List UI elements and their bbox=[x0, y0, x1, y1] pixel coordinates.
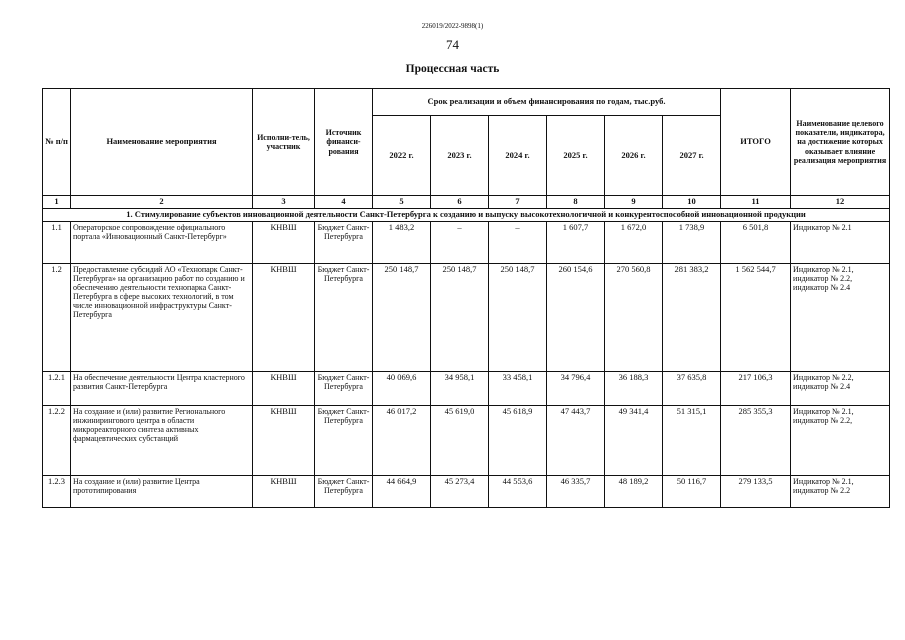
document-id: 226019/2022-9898(1) bbox=[421, 22, 484, 30]
row-name: Предоставление субсидий АО «Технопарк Санкт-Петербурга» на организацию работ по созданию и обеспечению деятельности технопарка Санкт-Петербурга в сфере высоких технологий, в том числе инновационной инфраструктуры Санкт-Петербурга bbox=[71, 263, 253, 371]
col-header-indicator: Наименование целевого показатели, индикатора, на достижение которых оказывает влияние реализация мероприятия bbox=[791, 89, 890, 196]
row-indicator: Индикатор № 2.1, индикатор № 2.2 bbox=[791, 475, 890, 507]
row-value: 1 607,7 bbox=[547, 221, 605, 263]
row-num: 1.2 bbox=[43, 263, 71, 371]
row-source: Бюджет Санкт-Петербурга bbox=[315, 371, 373, 405]
table-row bbox=[43, 263, 890, 371]
table-row bbox=[43, 371, 890, 405]
col-header-num: № п/п bbox=[43, 89, 71, 196]
column-numbers-row bbox=[43, 196, 890, 209]
row-num: 1.2.1 bbox=[43, 371, 71, 405]
row-name: На создание и (или) развитие Центра прототипирования bbox=[71, 475, 253, 507]
row-value: 250 148,7 bbox=[489, 263, 547, 371]
row-value: 250 148,7 bbox=[373, 263, 431, 371]
financing-table bbox=[42, 88, 890, 508]
row-value: 45 273,4 bbox=[431, 475, 489, 507]
column-number: 11 bbox=[721, 196, 791, 209]
column-number: 12 bbox=[791, 196, 890, 209]
row-value: 45 618,9 bbox=[489, 405, 547, 475]
column-number: 4 bbox=[315, 196, 373, 209]
row-value: 46 017,2 bbox=[373, 405, 431, 475]
column-number: 2 bbox=[71, 196, 253, 209]
row-value: 250 148,7 bbox=[431, 263, 489, 371]
row-value: 46 335,7 bbox=[547, 475, 605, 507]
row-value: – bbox=[489, 221, 547, 263]
row-total: 6 501,8 bbox=[721, 221, 791, 263]
row-value: – bbox=[431, 221, 489, 263]
table-row bbox=[43, 221, 890, 263]
row-value: 44 553,6 bbox=[489, 475, 547, 507]
col-header-year: 2026 г. bbox=[605, 116, 663, 196]
row-value: 1 738,9 bbox=[663, 221, 721, 263]
section-title: Процессная часть bbox=[405, 63, 500, 75]
row-name: На создание и (или) развитие Регионального инжинирингового центра в области микрореакторного синтеза активных фармацевтических субстанций bbox=[71, 405, 253, 475]
row-indicator: Индикатор № 2.2, индикатор № 2.4 bbox=[791, 371, 890, 405]
row-executor: КНВШ bbox=[253, 263, 315, 371]
page-number: 74 bbox=[446, 37, 459, 52]
row-value: 47 443,7 bbox=[547, 405, 605, 475]
row-value: 45 619,0 bbox=[431, 405, 489, 475]
row-value: 270 560,8 bbox=[605, 263, 663, 371]
col-header-period: Срок реализации и объем финансирования по годам, тыс.руб. bbox=[373, 89, 721, 116]
row-value: 260 154,6 bbox=[547, 263, 605, 371]
table-row bbox=[43, 475, 890, 507]
row-source: Бюджет Санкт-Петербурга bbox=[315, 475, 373, 507]
group-title: 1. Стимулирование субъектов инновационной деятельности Санкт-Петербурга к созданию и выпуску высокотехнологичной и конкурентоспособной инновационной продукции bbox=[43, 208, 890, 221]
row-value: 49 341,4 bbox=[605, 405, 663, 475]
row-executor: КНВШ bbox=[253, 405, 315, 475]
row-value: 281 383,2 bbox=[663, 263, 721, 371]
row-value: 51 315,1 bbox=[663, 405, 721, 475]
row-value: 50 116,7 bbox=[663, 475, 721, 507]
group-row bbox=[43, 208, 890, 221]
row-executor: КНВШ bbox=[253, 371, 315, 405]
row-executor: КНВШ bbox=[253, 221, 315, 263]
header-row-1 bbox=[43, 89, 890, 116]
row-value: 1 483,2 bbox=[373, 221, 431, 263]
row-value: 40 069,6 bbox=[373, 371, 431, 405]
row-value: 36 188,3 bbox=[605, 371, 663, 405]
column-number: 9 bbox=[605, 196, 663, 209]
column-number: 1 bbox=[43, 196, 71, 209]
col-header-name: Наименование мероприятия bbox=[71, 89, 253, 196]
row-indicator: Индикатор № 2.1, индикатор № 2.2, индикатор № 2.4 bbox=[791, 263, 890, 371]
column-number: 3 bbox=[253, 196, 315, 209]
col-header-year: 2022 г. bbox=[373, 116, 431, 196]
row-value: 34 796,4 bbox=[547, 371, 605, 405]
column-number: 10 bbox=[663, 196, 721, 209]
row-total: 1 562 544,7 bbox=[721, 263, 791, 371]
row-indicator: Индикатор № 2.1, индикатор № 2.2, bbox=[791, 405, 890, 475]
row-executor: КНВШ bbox=[253, 475, 315, 507]
row-value: 34 958,1 bbox=[431, 371, 489, 405]
column-number: 7 bbox=[489, 196, 547, 209]
col-header-executor: Исполни-тель, участник bbox=[253, 89, 315, 196]
row-value: 33 458,1 bbox=[489, 371, 547, 405]
col-header-year: 2023 г. bbox=[431, 116, 489, 196]
column-number: 6 bbox=[431, 196, 489, 209]
row-source: Бюджет Санкт-Петербурга bbox=[315, 263, 373, 371]
col-header-source: Источник финанси-рования bbox=[315, 89, 373, 196]
row-source: Бюджет Санкт-Петербурга bbox=[315, 405, 373, 475]
row-name: На обеспечение деятельности Центра кластерного развития Санкт-Петербурга bbox=[71, 371, 253, 405]
row-name: Операторское сопровождение официального портала «Инновационный Санкт-Петербург» bbox=[71, 221, 253, 263]
row-num: 1.2.2 bbox=[43, 405, 71, 475]
row-source: Бюджет Санкт-Петербурга bbox=[315, 221, 373, 263]
row-num: 1.2.3 bbox=[43, 475, 71, 507]
row-value: 37 635,8 bbox=[663, 371, 721, 405]
col-header-total: ИТОГО bbox=[721, 89, 791, 196]
row-indicator: Индикатор № 2.1 bbox=[791, 221, 890, 263]
col-header-year: 2025 г. bbox=[547, 116, 605, 196]
col-header-year: 2027 г. bbox=[663, 116, 721, 196]
table-row bbox=[43, 405, 890, 475]
row-total: 217 106,3 bbox=[721, 371, 791, 405]
row-total: 279 133,5 bbox=[721, 475, 791, 507]
row-total: 285 355,3 bbox=[721, 405, 791, 475]
row-num: 1.1 bbox=[43, 221, 71, 263]
col-header-year: 2024 г. bbox=[489, 116, 547, 196]
row-value: 48 189,2 bbox=[605, 475, 663, 507]
column-number: 5 bbox=[373, 196, 431, 209]
column-number: 8 bbox=[547, 196, 605, 209]
row-value: 44 664,9 bbox=[373, 475, 431, 507]
row-value: 1 672,0 bbox=[605, 221, 663, 263]
